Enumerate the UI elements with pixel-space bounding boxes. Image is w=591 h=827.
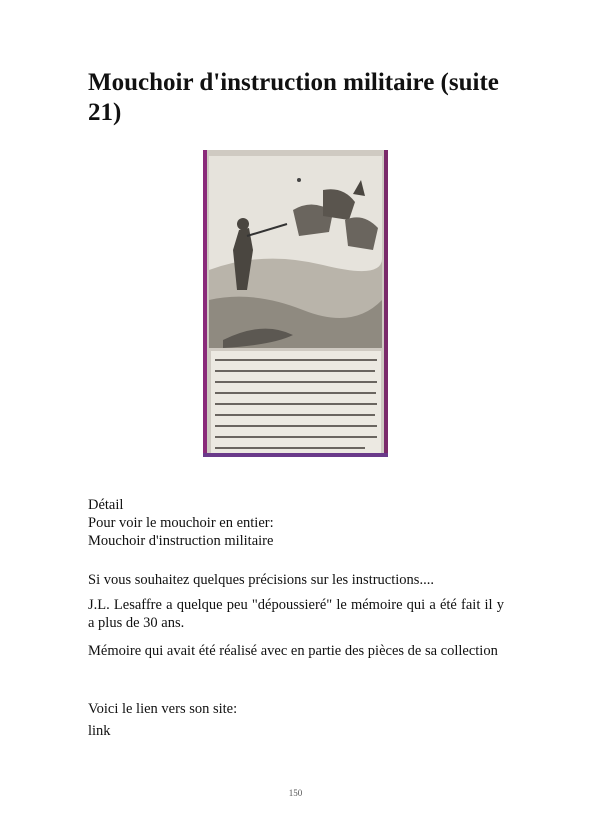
page-title: Mouchoir d'instruction militaire (suite 21) bbox=[88, 69, 499, 126]
engraving-image bbox=[203, 150, 388, 457]
paragraph-line: Mémoire qui avait été réalisé avec en partie des pièces de sa collection bbox=[88, 643, 498, 659]
image-caption-block bbox=[211, 351, 381, 453]
paragraph-line: Si vous souhaitez quelques précisions sur les instructions.... bbox=[88, 572, 434, 588]
site-link[interactable]: link bbox=[88, 723, 111, 739]
paragraph-line: Voici le lien vers son site: bbox=[88, 701, 238, 717]
page-number: 150 bbox=[288, 788, 303, 798]
detail-label: Détail bbox=[88, 497, 124, 513]
paragraph-line: J.L. Lesaffre a quelque peu "dépoussieré" le mémoire qui a été fait il y a plus de 30 ans. bbox=[88, 597, 504, 631]
full-view-text: Pour voir le mouchoir en entier: bbox=[88, 515, 274, 531]
full-view-link[interactable]: Mouchoir d'instruction militaire bbox=[88, 533, 274, 549]
